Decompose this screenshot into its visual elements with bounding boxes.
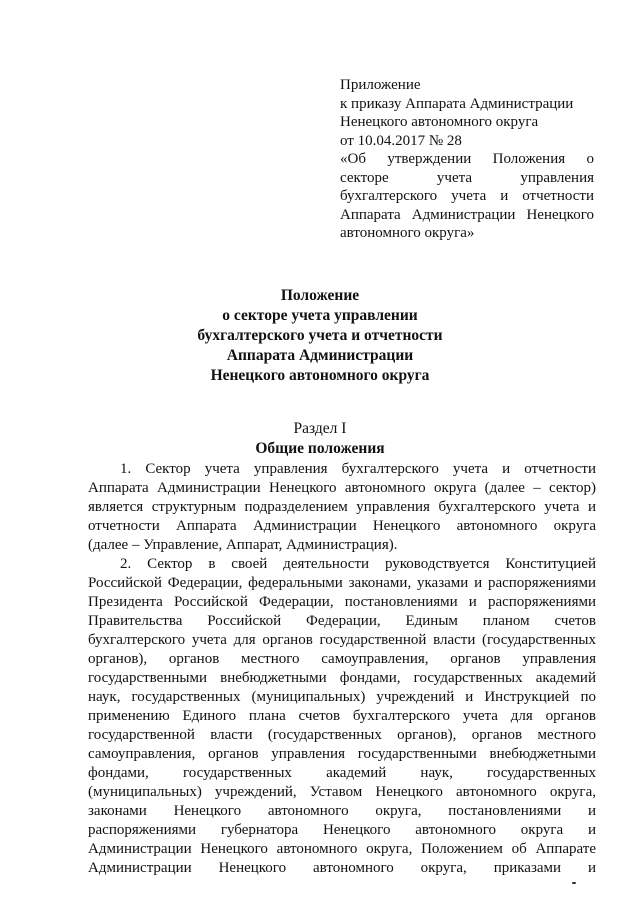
appendix-line: автономного округа» <box>340 225 475 241</box>
body-line: государственной власти (государственных органов), органов местного <box>88 727 596 743</box>
appendix-line: от 10.04.2017 № 28 <box>340 132 462 149</box>
body-line: распоряжениями губернатора Ненецкого автономного округа и <box>88 822 596 838</box>
body-line: Российской Федерации, федеральными законами, указами и распоряжениями <box>88 575 596 591</box>
body-line: (далее – Управление, Аппарат, Администрация). <box>88 537 398 553</box>
body-line: государственными внебюджетными фондами, государственных академий <box>88 670 596 686</box>
body-line: Администрации Ненецкого автономного округа, приказами и <box>88 860 596 876</box>
document-title <box>60 286 580 386</box>
body-line: Администрации Ненецкого автономного округа, Положением об Аппарате <box>88 841 596 857</box>
body-line: самоуправления, органов управления государственными внебюджетными <box>88 746 596 762</box>
body-line: отчетности Аппарата Администрации Ненецкого автономного округа <box>88 518 596 534</box>
appendix-line: «Об утверждении Положения о <box>340 151 594 167</box>
scan-speck <box>572 882 576 884</box>
body-text <box>88 460 596 878</box>
appendix-line: Аппарата Администрации Ненецкого <box>340 206 594 223</box>
body-line: является структурным подразделением управления бухгалтерского учета и <box>88 499 596 515</box>
title-line: Аппарата Администрации <box>226 347 414 364</box>
section-number: Раздел I <box>293 420 347 437</box>
title-line: Ненецкого автономного округа <box>210 367 430 384</box>
body-line: бухгалтерского учета для органов государственной власти (государственных <box>88 632 596 648</box>
body-line: Президента Российской Федерации, постановлениями и распоряжениями <box>88 594 596 610</box>
section-name: Общие положения <box>255 440 385 457</box>
title-line: о секторе учета управлении <box>222 307 418 324</box>
body-line: фондами, государственных академий наук, государственных <box>88 765 596 781</box>
body-line: Правительства Российской Федерации, Единым планом счетов <box>88 613 596 629</box>
appendix-line: Приложение <box>340 77 421 93</box>
body-line: органов), органов местного самоуправления, органов управления <box>88 651 596 667</box>
section-heading <box>60 419 580 459</box>
appendix-block <box>340 76 594 243</box>
appendix-line: Ненецкого автономного округа <box>340 114 539 130</box>
body-line: (муниципальных) учреждений, Уставом Ненецкого автономного округа, <box>88 784 596 800</box>
body-line: применению Единого плана счетов бухгалтерского учета для органов <box>88 708 596 724</box>
body-line: 2. Сектор в своей деятельности руководствуется Конституцией <box>120 556 596 572</box>
appendix-line: к приказу Аппарата Администрации <box>340 95 574 112</box>
body-line: Аппарата Администрации Ненецкого автономного округа (далее – сектор) <box>88 480 596 496</box>
body-line: законами Ненецкого автономного округа, постановлениями и <box>88 803 596 819</box>
title-line: бухгалтерского учета и отчетности <box>197 327 443 344</box>
body-line: 1. Сектор учета управления бухгалтерского учета и отчетности <box>120 461 596 477</box>
body-line: наук, государственных (муниципальных) учреждений и Инструкцией по <box>88 689 596 705</box>
appendix-line: секторе учета управления <box>340 169 594 186</box>
appendix-line: бухгалтерского учета и отчетности <box>340 188 594 204</box>
title-line: Положение <box>280 287 360 304</box>
